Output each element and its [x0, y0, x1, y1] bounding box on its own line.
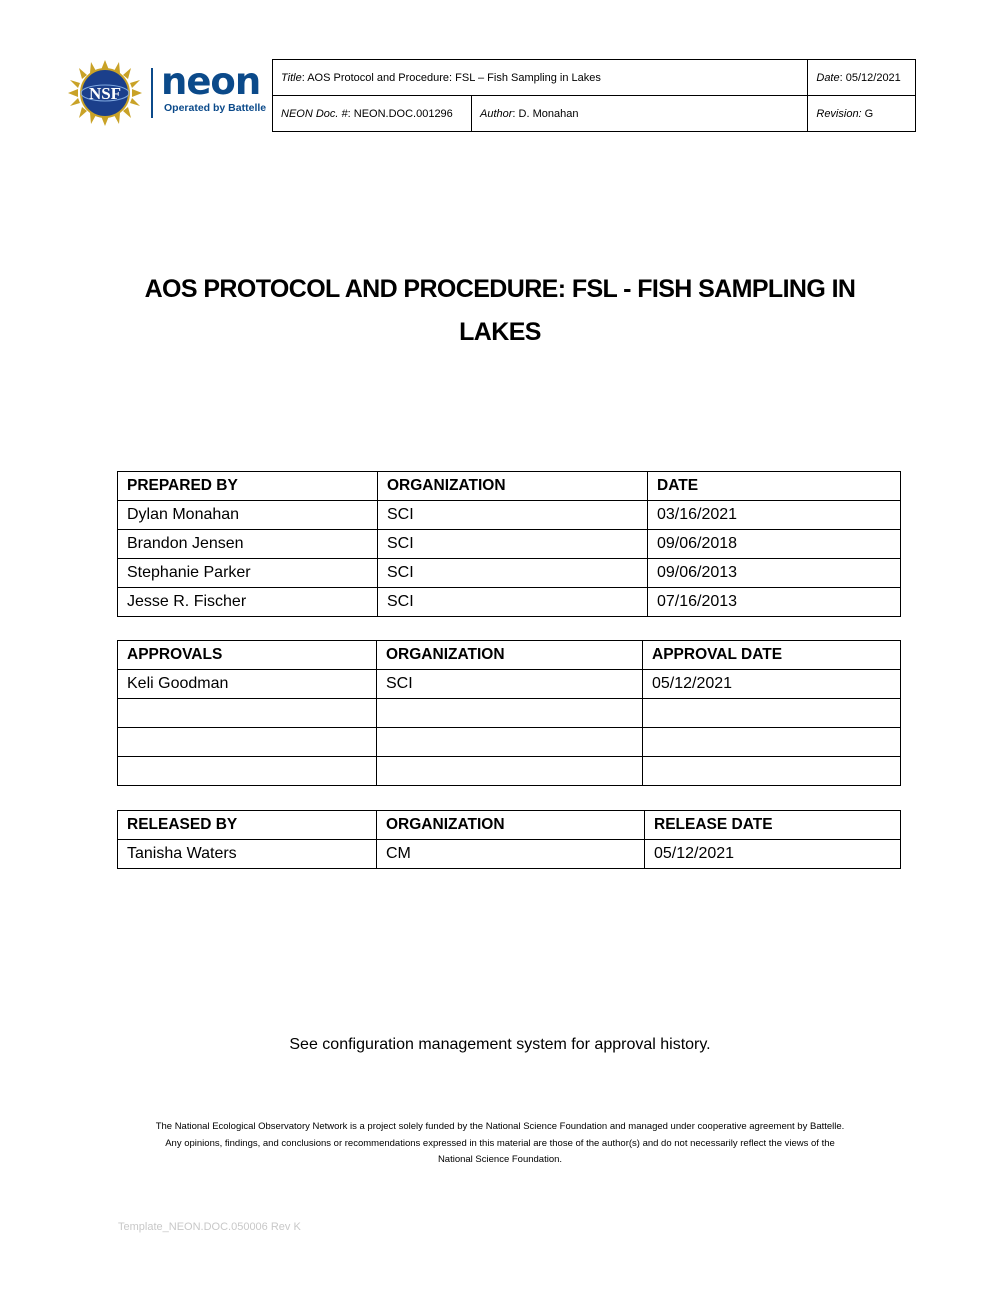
column-header: ORGANIZATION — [378, 472, 648, 501]
title-label: Title — [281, 71, 302, 84]
preparer-name: Stephanie Parker — [118, 559, 378, 588]
preparer-date: 09/06/2013 — [648, 559, 901, 588]
preparer-name: Dylan Monahan — [118, 501, 378, 530]
approval-date: 05/12/2021 — [643, 670, 901, 699]
column-header: ORGANIZATION — [377, 641, 643, 670]
column-header: DATE — [648, 472, 901, 501]
header-revision-cell — [808, 96, 916, 132]
releaser-name: Tanisha Waters — [118, 840, 377, 869]
prepared-by-table — [117, 471, 901, 617]
funding-disclaimer — [110, 1119, 890, 1169]
releaser-org: CM — [377, 840, 645, 869]
approver-name — [118, 757, 377, 786]
table-header-row — [118, 472, 901, 501]
disclaimer-line-2: Any opinions, findings, and conclusions or recommendations expressed in this material are those of the author(s) and do not necessarily reflect the views of the — [165, 1137, 835, 1149]
document-title-line-1: AOS PROTOCOL AND PROCEDURE: FSL - FISH SAMPLING IN — [144, 275, 856, 303]
doc-number-label: NEON Doc. # — [281, 107, 348, 120]
release-date: 05/12/2021 — [645, 840, 901, 869]
approver-name: Keli Goodman — [118, 670, 377, 699]
revision-label: Revision: — [816, 107, 862, 120]
nsf-seal-logo — [68, 60, 142, 126]
approval-date — [643, 757, 901, 786]
table-row — [118, 530, 901, 559]
document-title — [100, 268, 900, 354]
preparer-date: 03/16/2021 — [648, 501, 901, 530]
table-row — [118, 840, 901, 869]
table-row — [118, 588, 901, 617]
column-header: RELEASE DATE — [645, 811, 901, 840]
approver-name — [118, 728, 377, 757]
header-title-cell — [273, 60, 808, 96]
released-by-table — [117, 810, 901, 869]
approval-history-note: See configuration management system for approval history. — [289, 1036, 711, 1053]
logo-divider — [151, 68, 153, 118]
disclaimer-line-3: National Science Foundation. — [437, 1154, 563, 1165]
preparer-name: Jesse R. Fischer — [118, 588, 378, 617]
doc-number-value: : NEON.DOC.001296 — [347, 107, 453, 120]
disclaimer-line-1: The National Ecological Observatory Network is a project solely funded by the National Science Foundation and managed under cooperative agreement by Battelle. — [155, 1121, 845, 1132]
header-docnum-cell — [273, 96, 472, 132]
column-header: ORGANIZATION — [377, 811, 645, 840]
approver-org — [377, 728, 643, 757]
neon-wordmark: neon — [161, 60, 261, 103]
column-header: PREPARED BY — [118, 472, 378, 501]
approver-org — [377, 699, 643, 728]
table-header-row — [118, 811, 901, 840]
preparer-date: 07/16/2013 — [648, 588, 901, 617]
document-title-line-2: LAKES — [459, 318, 541, 346]
approver-org — [377, 757, 643, 786]
approver-org: SCI — [377, 670, 643, 699]
date-label: Date — [816, 71, 840, 84]
table-header-row — [118, 641, 901, 670]
column-header: APPROVAL DATE — [643, 641, 901, 670]
author-value: : D. Monahan — [512, 107, 579, 120]
revision-value: G — [861, 107, 874, 120]
header-logo — [68, 58, 272, 130]
table-row — [118, 670, 901, 699]
preparer-org: SCI — [378, 588, 648, 617]
column-header: APPROVALS — [118, 641, 377, 670]
date-value: : 05/12/2021 — [839, 71, 901, 84]
author-label: Author — [480, 107, 513, 120]
column-header: RELEASED BY — [118, 811, 377, 840]
approval-date — [643, 728, 901, 757]
preparer-org: SCI — [378, 501, 648, 530]
table-row — [118, 559, 901, 588]
preparer-name: Brandon Jensen — [118, 530, 378, 559]
title-value: : AOS Protocol and Procedure: FSL – Fish Sampling in Lakes — [301, 71, 601, 84]
approval-date — [643, 699, 901, 728]
table-row — [118, 501, 901, 530]
template-identifier: Template_NEON.DOC.050006 Rev K — [118, 1221, 301, 1233]
table-row — [118, 699, 901, 728]
table-row — [118, 728, 901, 757]
preparer-date: 09/06/2018 — [648, 530, 901, 559]
preparer-org: SCI — [378, 530, 648, 559]
approver-name — [118, 699, 377, 728]
approvals-table — [117, 640, 901, 786]
document-header-table — [272, 59, 916, 132]
header-date-cell — [808, 60, 916, 96]
nsf-seal-text: NSF — [88, 84, 122, 103]
neon-subtitle: Operated by Battelle — [164, 102, 267, 114]
preparer-org: SCI — [378, 559, 648, 588]
header-author-cell — [472, 96, 808, 132]
table-row — [118, 757, 901, 786]
